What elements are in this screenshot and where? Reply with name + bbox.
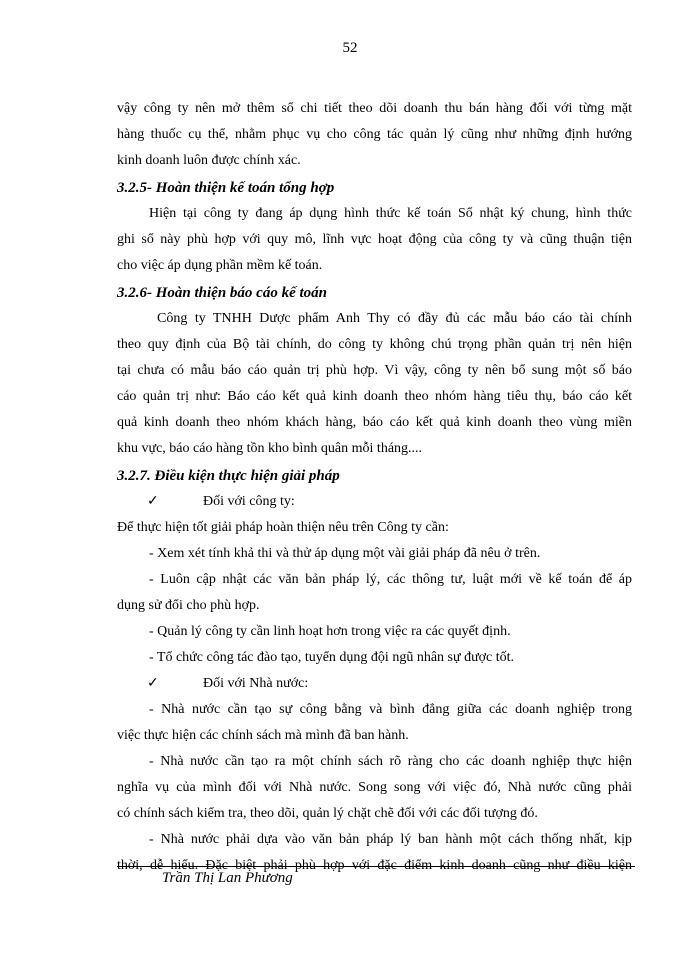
text-line: tại chưa có mẫu báo cáo quản trị phù hợp. Vì vậy, công ty nên bổ sung một số báo <box>117 363 632 378</box>
bullet-line: - Luôn cập nhật các văn bản pháp lý, các thông tư, luật mới về kế toán để áp <box>149 572 632 587</box>
text-line: cáo quản trị như: Báo cáo kết quả kinh doanh theo nhóm hàng tiêu thụ, báo cáo kết <box>117 389 632 404</box>
document-body <box>117 96 632 879</box>
bullet-line: - Nhà nước cần tạo sự công bằng và bình đẳng giữa các doanh nghiệp trong <box>149 702 632 717</box>
text-line: Công ty TNHH Dược phẩm Anh Thy có đầy đủ các mẫu báo cáo tài chính <box>157 311 632 326</box>
text-line: hàng thuốc cụ thể, nhằm phục vụ cho công tác quản lý cũng như những định hướng <box>117 127 632 142</box>
section-heading-3-2-5: 3.2.5- Hoàn thiện kế toán tổng hợp <box>117 180 335 196</box>
text-line: vậy công ty nên mở thêm sổ chi tiết theo dõi doanh thu bán hàng đối với từng mặt <box>117 101 632 116</box>
text-line: nghĩa vụ của mình đối với Nhà nước. Song song với việc đó, Nhà nước cũng phải <box>117 780 632 795</box>
bullet-line: - Nhà nước phải dựa vào văn bản pháp lý ban hành một cách thống nhất, kịp <box>149 832 632 847</box>
text-line: khu vực, báo cáo hàng tồn kho bình quân mỗi tháng.... <box>117 441 423 456</box>
text-line: cho việc áp dụng phần mềm kế toán. <box>117 258 323 273</box>
text-line: Để thực hiện tốt giải pháp hoàn thiện nêu trên Công ty cần: <box>117 520 449 535</box>
text-line: ghi sổ này phù hợp với quy mô, lĩnh vực hoạt động của công ty và cũng thuận tiện <box>117 232 632 247</box>
checklist-label: Đối với công ty: <box>203 494 295 509</box>
text-line: Hiện tại công ty đang áp dụng hình thức kế toán Sổ nhật ký chung, hình thức <box>149 206 632 221</box>
bullet-line: - Tổ chức công tác đào tạo, tuyển dụng đội ngũ nhân sự được tốt. <box>149 650 515 665</box>
checklist-item-company <box>117 489 632 515</box>
checklist-item-state <box>117 671 632 697</box>
text-line: việc thực hiện các chính sách mà mình đã ban hành. <box>117 728 409 743</box>
bullet-line: - Xem xét tính khả thi và thử áp dụng một vài giải pháp đã nêu ở trên. <box>149 546 541 561</box>
page-number: 52 <box>342 40 358 56</box>
text-line: quả kinh doanh theo nhóm khách hàng, báo cáo kết quả kinh doanh theo vùng miền <box>117 415 632 430</box>
section-heading-3-2-6: 3.2.6- Hoàn thiện báo cáo kế toán <box>117 285 328 301</box>
text-line: dụng sử đổi cho phù hợp. <box>117 598 260 613</box>
checkmark-icon: ✓ <box>147 494 159 509</box>
bullet-line: - Nhà nước cần tạo ra một chính sách rõ ràng cho các doanh nghiệp thực hiện <box>149 754 632 769</box>
text-line: kinh doanh luôn được chính xác. <box>117 153 301 168</box>
checklist-label: Đối với Nhà nước: <box>203 676 309 691</box>
bullet-line: - Quản lý công ty cần linh hoạt hơn trong việc ra các quyết định. <box>149 624 511 639</box>
footer-author: Trần Thị Lan Phương <box>162 870 293 886</box>
text-line: thời, dễ hiểu. Đặc biệt phải phù hợp với đặc điểm kinh doanh cũng như điều kiện <box>117 858 632 873</box>
footer-divider <box>117 866 635 867</box>
text-line: theo quy định của Bộ tài chính, do công ty không chú trọng phần quản trị nên hiện <box>117 337 632 352</box>
checkmark-icon: ✓ <box>147 676 159 691</box>
section-heading-3-2-7: 3.2.7. Điều kiện thực hiện giải pháp <box>117 468 340 484</box>
text-line: có chính sách kiểm tra, theo dõi, quản lý chặt chẽ đối với các đối tượng đó. <box>117 806 538 821</box>
